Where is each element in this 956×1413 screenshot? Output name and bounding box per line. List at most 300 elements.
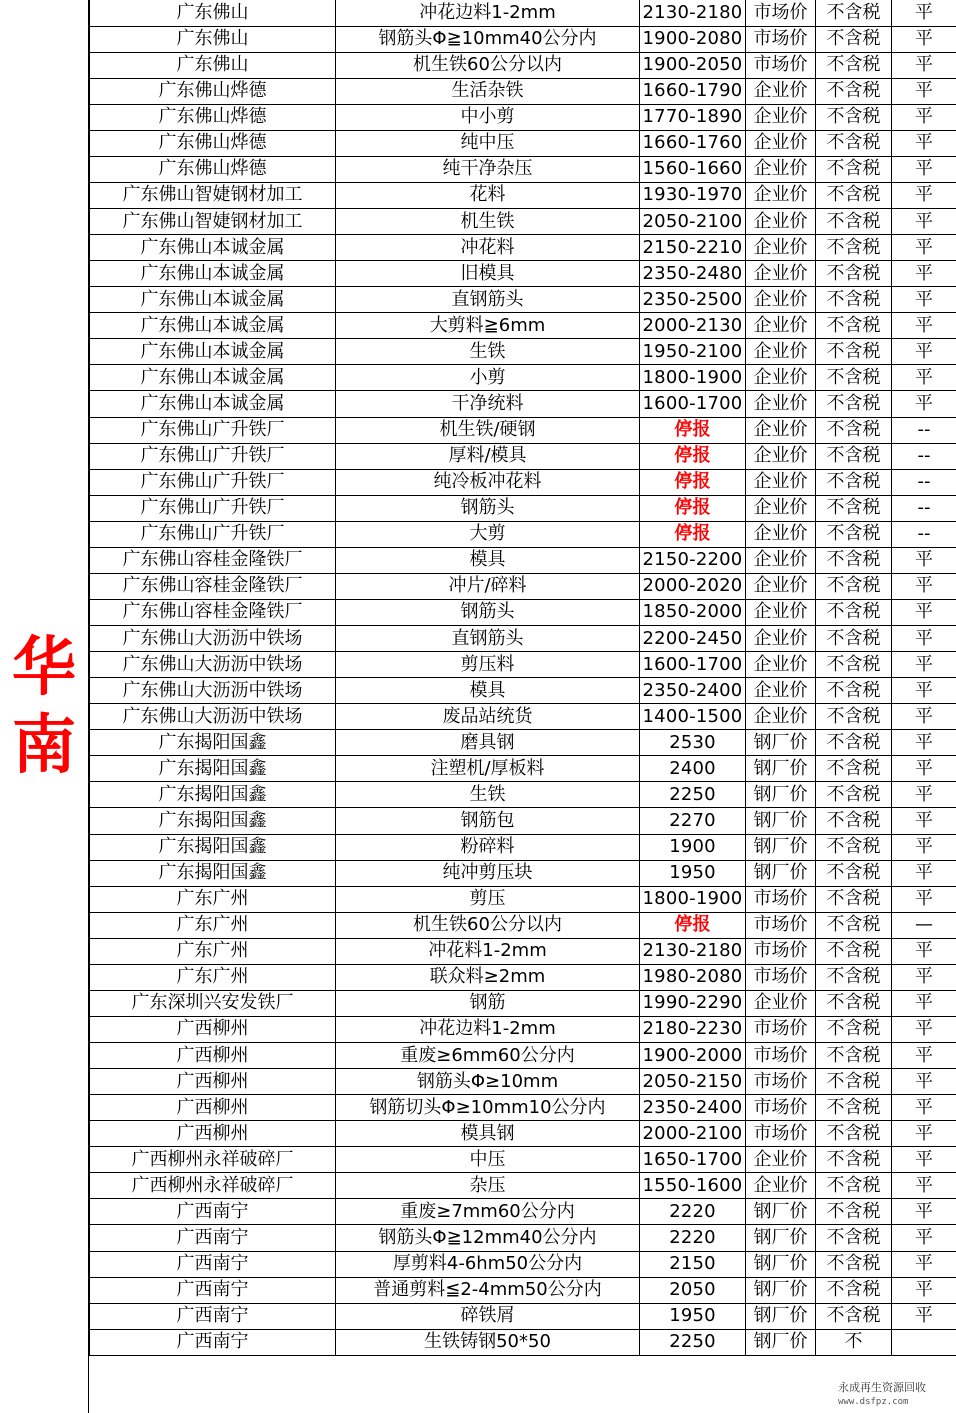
tax-cell: 不含税	[816, 860, 892, 886]
item-cell: 小剪	[336, 365, 640, 391]
table-row	[90, 964, 956, 990]
price-type-cell: 企业价	[746, 521, 816, 547]
price-type-cell: 企业价	[746, 209, 816, 235]
trend-cell: 平	[892, 261, 956, 287]
tax-cell: 不含税	[816, 547, 892, 573]
price-type-cell: 企业价	[746, 469, 816, 495]
item-cell: 冲片/碎料	[336, 573, 640, 599]
table-row	[90, 521, 956, 547]
table-row	[90, 1147, 956, 1173]
table-row	[90, 261, 956, 287]
source-cell: 广东佛山广升铁厂	[90, 417, 336, 443]
source-cell: 广西南宁	[90, 1251, 336, 1277]
table-row	[90, 834, 956, 860]
table-row	[90, 1225, 956, 1251]
trend-cell: 平	[892, 964, 956, 990]
item-cell: 钢筋切头Φ≥10mm10公分内	[336, 1095, 640, 1121]
item-cell: 大剪	[336, 521, 640, 547]
table-row	[90, 1199, 956, 1225]
item-cell: 纯冲剪压块	[336, 860, 640, 886]
source-cell: 广东佛山本诚金属	[90, 261, 336, 287]
region-label	[0, 0, 89, 1413]
item-cell: 花料	[336, 182, 640, 208]
tax-cell: 不含税	[816, 469, 892, 495]
price-type-cell: 企业价	[746, 704, 816, 730]
trend-cell: 平	[892, 704, 956, 730]
price-cell: 2130-2180	[640, 0, 746, 26]
price-cell: 2150	[640, 1251, 746, 1277]
price-type-cell: 市场价	[746, 1069, 816, 1095]
price-type-cell: 钢厂价	[746, 1251, 816, 1277]
item-cell: 模具	[336, 678, 640, 704]
tax-cell: 不含税	[816, 495, 892, 521]
region-char-2: 南	[12, 708, 76, 783]
watermark-line-2: www.dsfpz.com	[838, 1397, 909, 1407]
item-cell: 钢筋头Φ≥10mm	[336, 1069, 640, 1095]
table-row	[90, 886, 956, 912]
tax-cell: 不含税	[816, 808, 892, 834]
price-type-cell: 市场价	[746, 1121, 816, 1147]
trend-cell: 平	[892, 182, 956, 208]
price-cell: 2530	[640, 730, 746, 756]
table-row	[90, 990, 956, 1016]
price-cell: 停报	[640, 521, 746, 547]
tax-cell: 不含税	[816, 678, 892, 704]
tax-cell: 不含税	[816, 1225, 892, 1251]
price-cell: 2220	[640, 1225, 746, 1251]
price-cell: 2400	[640, 756, 746, 782]
table-row	[90, 1016, 956, 1042]
source-cell: 广东佛山广升铁厂	[90, 495, 336, 521]
price-type-cell: 市场价	[746, 52, 816, 78]
source-cell: 广东佛山本诚金属	[90, 287, 336, 313]
table-row	[90, 652, 956, 678]
trend-cell: 平	[892, 990, 956, 1016]
price-type-cell: 市场价	[746, 886, 816, 912]
tax-cell: 不含税	[816, 0, 892, 26]
price-type-cell: 钢厂价	[746, 730, 816, 756]
table-row	[90, 182, 956, 208]
trend-cell: 平	[892, 287, 956, 313]
price-cell: 停报	[640, 469, 746, 495]
table-row	[90, 339, 956, 365]
item-cell: 生铁铸钢50*50	[336, 1329, 640, 1355]
tax-cell: 不含税	[816, 287, 892, 313]
source-cell: 广东揭阳国鑫	[90, 756, 336, 782]
price-cell: 1900	[640, 834, 746, 860]
tax-cell: 不含税	[816, 261, 892, 287]
tax-cell: 不含税	[816, 1277, 892, 1303]
trend-cell: 平	[892, 886, 956, 912]
price-type-cell: 企业价	[746, 652, 816, 678]
table-row	[90, 1303, 956, 1329]
tax-cell: 不含税	[816, 182, 892, 208]
price-type-cell: 市场价	[746, 912, 816, 938]
tax-cell: 不含税	[816, 235, 892, 261]
tax-cell: 不含税	[816, 78, 892, 104]
table-row	[90, 495, 956, 521]
price-cell: 2050-2100	[640, 209, 746, 235]
region-char-1: 华	[12, 630, 76, 705]
source-cell: 广东佛山智婕钢材加工	[90, 209, 336, 235]
source-cell: 广东佛山本诚金属	[90, 365, 336, 391]
price-type-cell: 市场价	[746, 938, 816, 964]
price-cell: 1900-2080	[640, 26, 746, 52]
trend-cell: 平	[892, 1277, 956, 1303]
item-cell: 模具	[336, 547, 640, 573]
price-cell: 2180-2230	[640, 1016, 746, 1042]
trend-cell: 平	[892, 626, 956, 652]
price-type-cell: 企业价	[746, 182, 816, 208]
trend-cell: 平	[892, 1016, 956, 1042]
trend-cell: 平	[892, 26, 956, 52]
price-type-cell: 企业价	[746, 443, 816, 469]
trend-cell: 平	[892, 730, 956, 756]
source-cell: 广东佛山本诚金属	[90, 235, 336, 261]
table-row	[90, 599, 956, 625]
source-cell: 广东揭阳国鑫	[90, 730, 336, 756]
source-cell: 广西南宁	[90, 1225, 336, 1251]
item-cell: 纯中压	[336, 130, 640, 156]
trend-cell: 平	[892, 130, 956, 156]
tax-cell: 不含税	[816, 652, 892, 678]
price-type-cell: 企业价	[746, 626, 816, 652]
price-type-cell: 市场价	[746, 964, 816, 990]
source-cell: 广东揭阳国鑫	[90, 808, 336, 834]
trend-cell: 平	[892, 235, 956, 261]
price-cell: 1950	[640, 1303, 746, 1329]
source-cell: 广东佛山本诚金属	[90, 339, 336, 365]
item-cell: 厚剪料4-6hm50公分内	[336, 1251, 640, 1277]
trend-cell: 平	[892, 52, 956, 78]
table-row	[90, 130, 956, 156]
item-cell: 钢筋包	[336, 808, 640, 834]
source-cell: 广西柳州	[90, 1043, 336, 1069]
table-row	[90, 443, 956, 469]
table-row	[90, 313, 956, 339]
watermark-line-1: 永成再生资源回收	[838, 1381, 926, 1394]
item-cell: 普通剪料≦2-4mm50公分内	[336, 1277, 640, 1303]
item-cell: 模具钢	[336, 1121, 640, 1147]
item-cell: 中小剪	[336, 104, 640, 130]
item-cell: 直钢筋头	[336, 626, 640, 652]
price-cell: 1850-2000	[640, 599, 746, 625]
tax-cell: 不含税	[816, 573, 892, 599]
table-row	[90, 1043, 956, 1069]
table-row	[90, 209, 956, 235]
source-cell: 广东广州	[90, 938, 336, 964]
price-type-cell: 企业价	[746, 130, 816, 156]
item-cell: 剪压	[336, 886, 640, 912]
table-row	[90, 1095, 956, 1121]
price-cell: 1400-1500	[640, 704, 746, 730]
item-cell: 生铁	[336, 339, 640, 365]
source-cell: 广东佛山烨德	[90, 104, 336, 130]
item-cell: 干净统料	[336, 391, 640, 417]
source-cell: 广西柳州	[90, 1095, 336, 1121]
item-cell: 机生铁/硬钢	[336, 417, 640, 443]
item-cell: 机生铁60公分以内	[336, 52, 640, 78]
item-cell: 联众料≥2mm	[336, 964, 640, 990]
price-cell: 1900-2000	[640, 1043, 746, 1069]
trend-cell: 平	[892, 808, 956, 834]
table-row	[90, 104, 956, 130]
table-row	[90, 547, 956, 573]
item-cell: 冲花边料1-2mm	[336, 0, 640, 26]
price-cell: 2200-2450	[640, 626, 746, 652]
table-row	[90, 1251, 956, 1277]
price-cell: 2000-2020	[640, 573, 746, 599]
tax-cell: 不含税	[816, 521, 892, 547]
source-cell: 广西柳州永祥破碎厂	[90, 1147, 336, 1173]
source-cell: 广东广州	[90, 886, 336, 912]
source-cell: 广东佛山	[90, 0, 336, 26]
price-type-cell: 企业价	[746, 495, 816, 521]
price-cell: 1900-2050	[640, 52, 746, 78]
price-cell: 停报	[640, 912, 746, 938]
price-cell: 2250	[640, 1329, 746, 1355]
price-type-cell: 企业价	[746, 1147, 816, 1173]
price-type-cell: 企业价	[746, 261, 816, 287]
price-type-cell: 钢厂价	[746, 1277, 816, 1303]
table-row	[90, 391, 956, 417]
watermark	[834, 1381, 954, 1413]
table-row	[90, 1277, 956, 1303]
trend-cell: 平	[892, 678, 956, 704]
price-cell: 1550-1600	[640, 1173, 746, 1199]
price-type-cell: 钢厂价	[746, 1329, 816, 1355]
source-cell: 广西南宁	[90, 1199, 336, 1225]
price-type-cell: 钢厂价	[746, 834, 816, 860]
table-row	[90, 1069, 956, 1095]
source-cell: 广东佛山本诚金属	[90, 391, 336, 417]
trend-cell: 平	[892, 313, 956, 339]
trend-cell	[892, 1329, 956, 1355]
price-type-cell: 企业价	[746, 678, 816, 704]
source-cell: 广西南宁	[90, 1303, 336, 1329]
source-cell: 广东佛山大沥沥中铁场	[90, 652, 336, 678]
price-cell: 1650-1700	[640, 1147, 746, 1173]
trend-cell: 平	[892, 938, 956, 964]
table-row	[90, 756, 956, 782]
item-cell: 冲花料1-2mm	[336, 938, 640, 964]
price-type-cell: 市场价	[746, 1043, 816, 1069]
tax-cell: 不含税	[816, 1199, 892, 1225]
table-row	[90, 782, 956, 808]
trend-cell: 平	[892, 834, 956, 860]
price-type-cell: 企业价	[746, 339, 816, 365]
tax-cell: 不含税	[816, 1095, 892, 1121]
trend-cell: 平	[892, 209, 956, 235]
item-cell: 钢筋头Φ≧10mm40公分内	[336, 26, 640, 52]
item-cell: 冲花边料1-2mm	[336, 1016, 640, 1042]
tax-cell: 不含税	[816, 756, 892, 782]
tax-cell: 不含税	[816, 912, 892, 938]
item-cell: 生铁	[336, 782, 640, 808]
tax-cell: 不	[816, 1329, 892, 1355]
trend-cell: 平	[892, 104, 956, 130]
source-cell: 广西柳州永祥破碎厂	[90, 1173, 336, 1199]
item-cell: 直钢筋头	[336, 287, 640, 313]
source-cell: 广西南宁	[90, 1277, 336, 1303]
table-row	[90, 860, 956, 886]
price-type-cell: 企业价	[746, 1173, 816, 1199]
trend-cell: --	[892, 469, 956, 495]
tax-cell: 不含税	[816, 599, 892, 625]
tax-cell: 不含税	[816, 209, 892, 235]
table-row	[90, 156, 956, 182]
price-cell: 1950	[640, 860, 746, 886]
table-row	[90, 0, 956, 26]
trend-cell: 平	[892, 1043, 956, 1069]
tax-cell: 不含税	[816, 339, 892, 365]
tax-cell: 不含税	[816, 1303, 892, 1329]
trend-cell: 平	[892, 1225, 956, 1251]
price-cell: 2050-2150	[640, 1069, 746, 1095]
tax-cell: 不含税	[816, 26, 892, 52]
price-type-cell: 钢厂价	[746, 860, 816, 886]
tax-cell: 不含税	[816, 1043, 892, 1069]
table-row	[90, 704, 956, 730]
tax-cell: 不含税	[816, 417, 892, 443]
table-row	[90, 78, 956, 104]
price-table-body	[90, 0, 956, 1355]
tax-cell: 不含税	[816, 834, 892, 860]
tax-cell: 不含税	[816, 704, 892, 730]
price-cell: 停报	[640, 417, 746, 443]
tax-cell: 不含税	[816, 1016, 892, 1042]
tax-cell: 不含税	[816, 1173, 892, 1199]
price-cell: 1990-2290	[640, 990, 746, 1016]
trend-cell: 平	[892, 1121, 956, 1147]
price-cell: 2050	[640, 1277, 746, 1303]
table-row	[90, 52, 956, 78]
price-type-cell: 市场价	[746, 0, 816, 26]
item-cell: 杂压	[336, 1173, 640, 1199]
table-row	[90, 938, 956, 964]
trend-cell: --	[892, 443, 956, 469]
price-type-cell: 企业价	[746, 573, 816, 599]
price-cell: 2000-2100	[640, 1121, 746, 1147]
table-row	[90, 365, 956, 391]
price-type-cell: 企业价	[746, 104, 816, 130]
table-row	[90, 1329, 956, 1355]
source-cell: 广东佛山广升铁厂	[90, 521, 336, 547]
trend-cell: 平	[892, 1251, 956, 1277]
table-row	[90, 912, 956, 938]
tax-cell: 不含税	[816, 313, 892, 339]
price-cell: 1660-1760	[640, 130, 746, 156]
trend-cell: --	[892, 521, 956, 547]
price-type-cell: 企业价	[746, 990, 816, 1016]
tax-cell: 不含税	[816, 1069, 892, 1095]
source-cell: 广东佛山烨德	[90, 156, 336, 182]
trend-cell: 平	[892, 365, 956, 391]
price-cell: 1600-1700	[640, 391, 746, 417]
price-type-cell: 钢厂价	[746, 1225, 816, 1251]
price-type-cell: 企业价	[746, 235, 816, 261]
source-cell: 广东佛山本诚金属	[90, 313, 336, 339]
price-cell: 2350-2480	[640, 261, 746, 287]
price-type-cell: 企业价	[746, 417, 816, 443]
tax-cell: 不含税	[816, 1147, 892, 1173]
item-cell: 旧模具	[336, 261, 640, 287]
trend-cell: 平	[892, 78, 956, 104]
source-cell: 广东深圳兴安发铁厂	[90, 990, 336, 1016]
item-cell: 粉碎料	[336, 834, 640, 860]
price-type-cell: 企业价	[746, 78, 816, 104]
price-type-cell: 企业价	[746, 313, 816, 339]
source-cell: 广东佛山	[90, 52, 336, 78]
source-cell: 广东佛山	[90, 26, 336, 52]
tax-cell: 不含税	[816, 626, 892, 652]
item-cell: 钢筋头	[336, 495, 640, 521]
trend-cell: --	[892, 495, 956, 521]
tax-cell: 不含税	[816, 52, 892, 78]
source-cell: 广东揭阳国鑫	[90, 860, 336, 886]
item-cell: 机生铁60公分以内	[336, 912, 640, 938]
table-row	[90, 1173, 956, 1199]
item-cell: 注塑机/厚板料	[336, 756, 640, 782]
source-cell: 广东佛山容桂金隆铁厂	[90, 547, 336, 573]
price-type-cell: 企业价	[746, 391, 816, 417]
source-cell: 广东揭阳国鑫	[90, 782, 336, 808]
source-cell: 广东佛山容桂金隆铁厂	[90, 573, 336, 599]
price-table	[89, 0, 956, 1356]
source-cell: 广东佛山智婕钢材加工	[90, 182, 336, 208]
trend-cell: 平	[892, 756, 956, 782]
table-row	[90, 235, 956, 261]
trend-cell: 平	[892, 1069, 956, 1095]
price-cell: 2150-2200	[640, 547, 746, 573]
source-cell: 广东佛山广升铁厂	[90, 469, 336, 495]
table-row	[90, 417, 956, 443]
item-cell: 生活杂铁	[336, 78, 640, 104]
item-cell: 废品站统货	[336, 704, 640, 730]
price-cell: 1800-1900	[640, 886, 746, 912]
table-row	[90, 287, 956, 313]
source-cell: 广西柳州	[90, 1069, 336, 1095]
item-cell: 磨具钢	[336, 730, 640, 756]
table-row	[90, 573, 956, 599]
item-cell: 钢筋头Φ≧12mm40公分内	[336, 1225, 640, 1251]
item-cell: 大剪料≧6mm	[336, 313, 640, 339]
price-type-cell: 企业价	[746, 599, 816, 625]
trend-cell: 平	[892, 1303, 956, 1329]
tax-cell: 不含税	[816, 990, 892, 1016]
source-cell: 广东广州	[90, 964, 336, 990]
source-cell: 广东佛山广升铁厂	[90, 443, 336, 469]
item-cell: 中压	[336, 1147, 640, 1173]
table-row	[90, 808, 956, 834]
price-type-cell: 企业价	[746, 365, 816, 391]
tax-cell: 不含税	[816, 782, 892, 808]
trend-cell: 平	[892, 547, 956, 573]
trend-cell: 平	[892, 782, 956, 808]
price-type-cell: 企业价	[746, 156, 816, 182]
price-cell: 2130-2180	[640, 938, 746, 964]
price-cell: 1980-2080	[640, 964, 746, 990]
price-cell: 1770-1890	[640, 104, 746, 130]
source-cell: 广东广州	[90, 912, 336, 938]
trend-cell: —	[892, 912, 956, 938]
price-cell: 2350-2500	[640, 287, 746, 313]
item-cell: 纯干净杂压	[336, 156, 640, 182]
tax-cell: 不含税	[816, 391, 892, 417]
tax-cell: 不含税	[816, 365, 892, 391]
tax-cell: 不含税	[816, 130, 892, 156]
tax-cell: 不含税	[816, 104, 892, 130]
